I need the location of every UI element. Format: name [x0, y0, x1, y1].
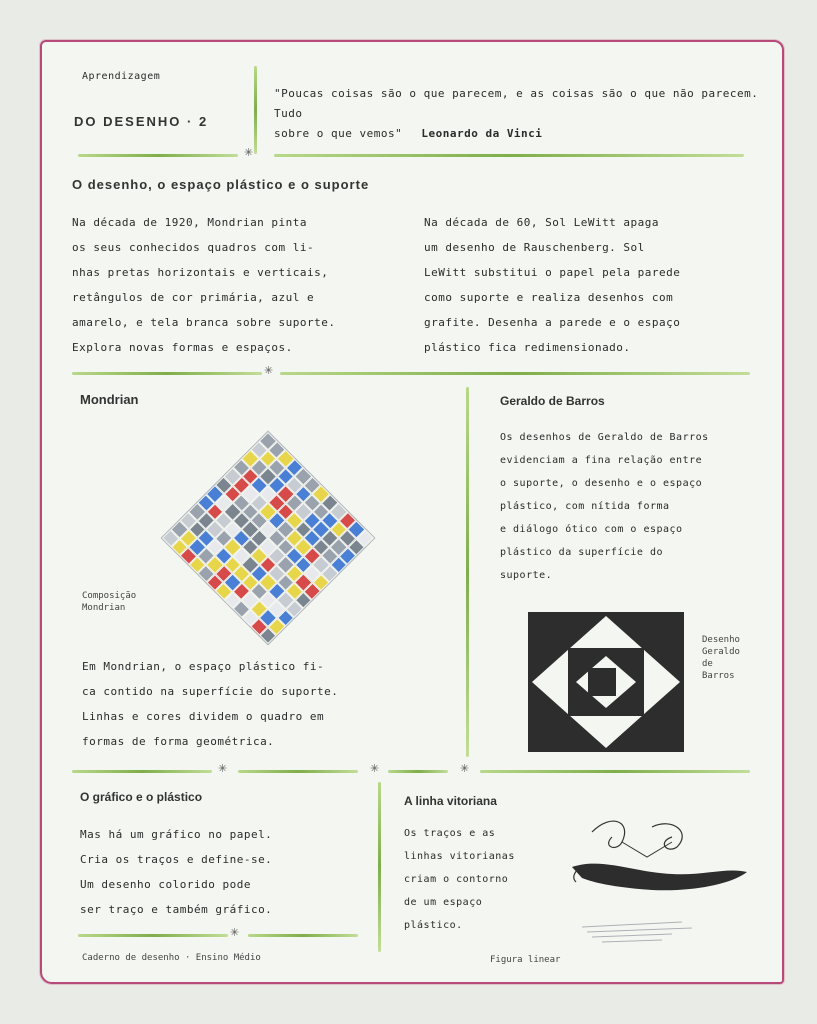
mondrian-caption	[82, 590, 136, 614]
text-line: Na década de 60, Sol LeWitt apaga	[424, 216, 660, 229]
geraldo-caption	[702, 634, 740, 682]
text-line: Explora novas formas e espaços.	[72, 341, 293, 354]
text-line: formas de forma geométrica.	[82, 735, 275, 748]
text-line: retângulos de cor primária, azul e	[72, 291, 315, 304]
section1-left-text	[72, 210, 336, 360]
text-line: Mas há um gráfico no papel.	[80, 828, 273, 841]
caption-line: Barros	[702, 671, 735, 681]
divider-star-icon: ✳	[370, 762, 380, 775]
grafico-footer: Caderno de desenho · Ensino Médio	[82, 953, 261, 963]
divider-star-icon: ✳	[230, 926, 240, 939]
divider-line	[480, 770, 750, 773]
mondrian-artwork	[161, 431, 376, 646]
section1-right-text	[424, 210, 680, 360]
quote-line: "Poucas coisas são o que parecem, e as coisas são o que não parecem. Tudo	[274, 87, 759, 120]
text-line: suporte.	[500, 570, 553, 581]
text-line: Um desenho colorido pode	[80, 878, 251, 891]
divider-line	[248, 934, 358, 937]
text-line: como suporte e realiza desenhos com	[424, 291, 674, 304]
text-line: ca contido na superfície do suporte.	[82, 685, 339, 698]
geraldo-heading: Geraldo de Barros	[500, 394, 605, 408]
text-line: plástico fica redimensionado.	[424, 341, 631, 354]
linha-caption: Figura linear	[490, 955, 561, 965]
mondrian-heading: Mondrian	[80, 392, 139, 407]
divider-line	[72, 372, 262, 375]
linha-text	[404, 822, 515, 937]
text-line: de um espaço	[404, 897, 483, 908]
text-line: nhas pretas horizontais e verticais,	[72, 266, 329, 279]
page-sheet	[40, 40, 784, 984]
divider-line	[280, 372, 750, 375]
grafico-text	[80, 822, 272, 922]
quote-line: sobre o que vemos"	[274, 127, 403, 140]
text-line: plástico.	[404, 920, 463, 931]
text-line: ser traço e também gráfico.	[80, 903, 273, 916]
header-quote	[274, 84, 782, 144]
quote-author: Leonardo da Vinci	[421, 127, 543, 140]
geraldo-artwork	[528, 612, 684, 752]
caption-line: Geraldo	[702, 647, 740, 657]
text-line: Linhas e cores dividem o quadro em	[82, 710, 325, 723]
divider-line	[72, 770, 212, 773]
text-line: Os traços e as	[404, 828, 496, 839]
caption-line: Mondrian	[82, 603, 126, 613]
text-line: grafite. Desenha a parede e o espaço	[424, 316, 681, 329]
section1-heading: O desenho, o espaço plástico e o suporte	[72, 177, 370, 192]
column-divider	[378, 782, 381, 952]
text-line: Na década de 1920, Mondrian pinta	[72, 216, 308, 229]
divider-star-icon: ✳	[218, 762, 228, 775]
divider-line	[274, 154, 744, 157]
text-line: plástico da superfície do	[500, 547, 664, 558]
text-line: os seus conhecidos quadros com li-	[72, 241, 315, 254]
divider-star-icon: ✳	[244, 146, 254, 159]
header-kicker: Aprendizagem	[82, 71, 161, 82]
divider-star-icon: ✳	[460, 762, 470, 775]
grafico-heading: O gráfico e o plástico	[80, 790, 203, 804]
text-line: amarelo, e tela branca sobre suporte.	[72, 316, 336, 329]
divider-line	[388, 770, 448, 773]
geraldo-text	[500, 426, 709, 587]
text-line: linhas vitorianas	[404, 851, 515, 862]
header-divider	[254, 66, 257, 154]
text-line: um desenho de Rauschenberg. Sol	[424, 241, 645, 254]
text-line: plástico, com nítida forma	[500, 501, 670, 512]
text-line: criam o contorno	[404, 874, 509, 885]
column-divider	[466, 387, 469, 757]
text-line: evidenciam a fina relação entre	[500, 455, 703, 466]
divider-line	[78, 934, 228, 937]
text-line: Os desenhos de Geraldo de Barros	[500, 432, 709, 443]
linha-heading: A linha vitoriana	[404, 794, 497, 808]
text-line: Cria os traços e define-se.	[80, 853, 273, 866]
divider-line	[78, 154, 238, 157]
caption-line: Composição	[82, 591, 137, 601]
linha-artwork	[562, 812, 762, 952]
page-title: DO DESENHO · 2	[74, 114, 209, 129]
text-line: LeWitt substitui o papel pela parede	[424, 266, 681, 279]
caption-line: Desenho	[702, 635, 740, 645]
caption-line: de	[702, 659, 713, 669]
text-line: o suporte, o desenho e o espaço	[500, 478, 703, 489]
text-line: Em Mondrian, o espaço plástico fi-	[82, 660, 325, 673]
text-line: e diálogo ótico com o espaço	[500, 524, 683, 535]
mondrian-text	[82, 654, 338, 754]
mondrian-grid	[162, 432, 374, 644]
divider-star-icon: ✳	[264, 364, 274, 377]
divider-line	[238, 770, 358, 773]
